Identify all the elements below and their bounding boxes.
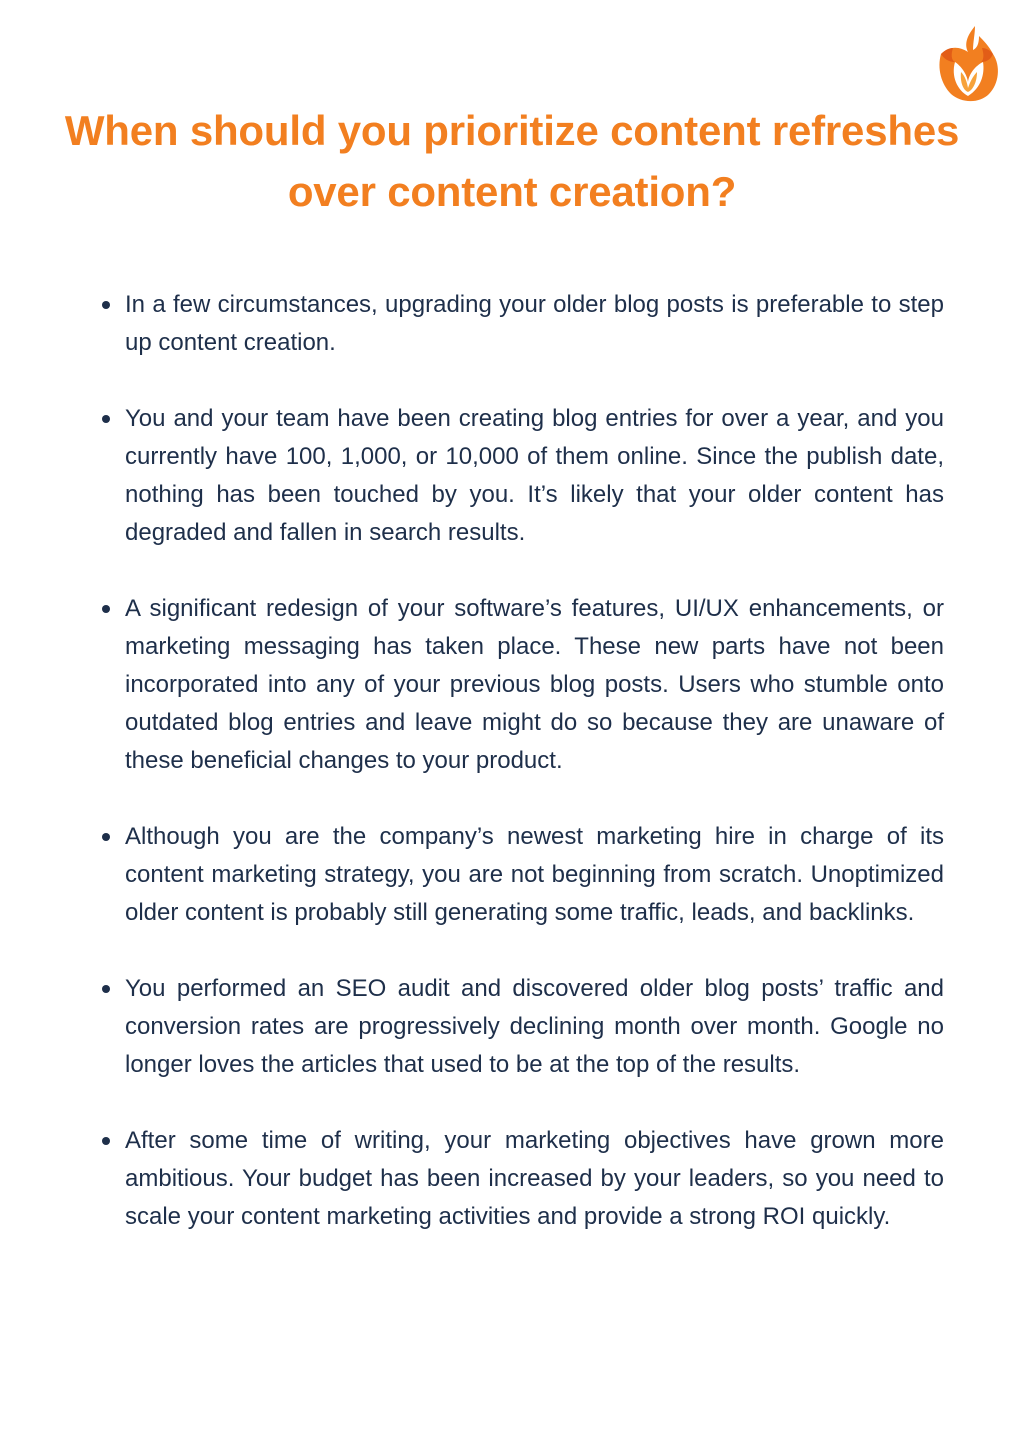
- page-title: When should you prioritize content refreshes over content creation?: [64, 107, 960, 215]
- list-item-text: Although you are the company’s newest marketing hire in charge of its content marketing strategy, you are not beginning from scratch. Unoptimized older content is probably still generating some traffic, leads, and backlinks.: [125, 823, 944, 926]
- bullet-list: [0, 286, 1024, 1274]
- list-item: [0, 818, 1024, 932]
- bullet-dot-icon: [102, 985, 110, 993]
- list-item: [0, 400, 1024, 552]
- list-item-text: You and your team have been creating blog entries for over a year, and you currently have 100, 1,000, or 10,000 of them online. Since the publish date, nothing has been touched by you. It’s likely that your older content has degraded and fallen in search results.: [125, 405, 944, 546]
- bullet-dot-icon: [102, 833, 110, 841]
- list-item: [0, 1122, 1024, 1236]
- list-item: [0, 590, 1024, 780]
- list-item-text: After some time of writing, your marketing objectives have grown more ambitious. Your budget has been increased by your leaders, so you need to scale your content marketing activities and provide a strong ROI quickly.: [125, 1127, 944, 1230]
- bullet-dot-icon: [102, 605, 110, 613]
- list-item-text: You performed an SEO audit and discovered older blog posts’ traffic and conversion rates are progressively declining month over month. Google no longer loves the articles that used to be at the top of the results.: [125, 975, 944, 1078]
- list-item: [0, 970, 1024, 1084]
- list-item: [0, 286, 1024, 362]
- bullet-dot-icon: [102, 301, 110, 309]
- list-item-text: A significant redesign of your software’s features, UI/UX enhancements, or marketing messaging has taken place. These new parts have not been incorporated into any of your previous blog posts. Users who stumble onto outdated blog entries and leave might do so because they are unaware of these beneficial changes to your product.: [125, 595, 944, 774]
- fox-flame-icon: [935, 24, 1001, 104]
- list-item-text: In a few circumstances, upgrading your older blog posts is preferable to step up content creation.: [125, 291, 944, 356]
- bullet-dot-icon: [102, 1137, 110, 1145]
- bullet-dot-icon: [102, 415, 110, 423]
